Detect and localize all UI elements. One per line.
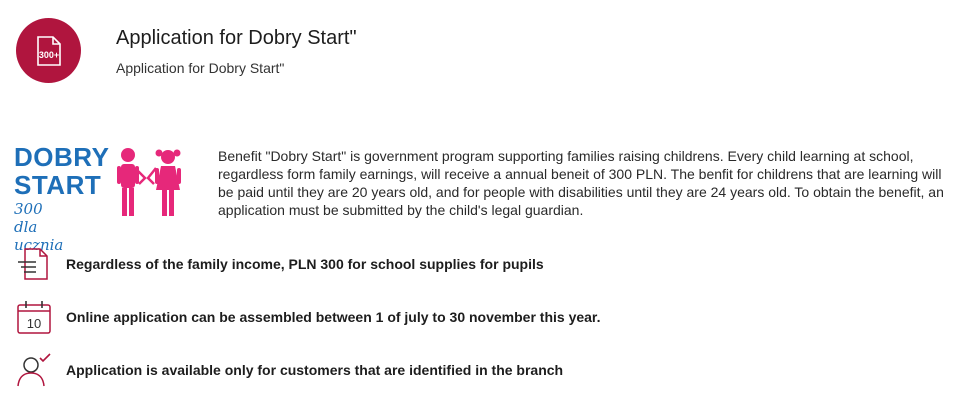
page-subtitle: Application for Dobry Start"	[116, 60, 285, 76]
program-description: Benefit "Dobry Start" is government program supporting families raising childrens. Every child learning at school, regardless form family earnings, will receive a annual beneit of 300 PLN. The benfit for childrens that are learning will be paid until they are 20 years old, and for people with disabilities until they are 24 years old. To obtain the benefit, an application must be submitted by the child's legal guardian.	[218, 148, 944, 218]
page-header	[16, 18, 357, 83]
feature-identified-text: Application is available only for customers that are identified in the branch	[66, 362, 564, 378]
logo-line1: DOBRY	[14, 142, 110, 172]
page-title: Application for Dobry Start"	[116, 27, 357, 49]
document-icon	[16, 246, 52, 282]
document-300-icon	[32, 34, 66, 68]
feature-identified	[16, 352, 563, 388]
kids-icon	[112, 144, 188, 220]
feature-dates-text: Online application can be assembled between 1 of july to 30 november this year.	[66, 309, 601, 325]
badge-label: 300+	[38, 49, 59, 60]
logo-line3: 300 dla ucznia	[14, 200, 64, 254]
feature-income	[16, 246, 544, 282]
calendar-day: 10	[26, 316, 42, 331]
calendar-icon	[16, 299, 52, 335]
document-300-badge	[16, 18, 81, 83]
logo-line2: START	[14, 170, 102, 200]
dobry-start-logo	[14, 142, 194, 254]
user-check-icon	[16, 352, 52, 388]
feature-income-text: Regardless of the family income, PLN 300 for school supplies for pupils	[66, 256, 544, 272]
feature-dates	[16, 299, 601, 335]
